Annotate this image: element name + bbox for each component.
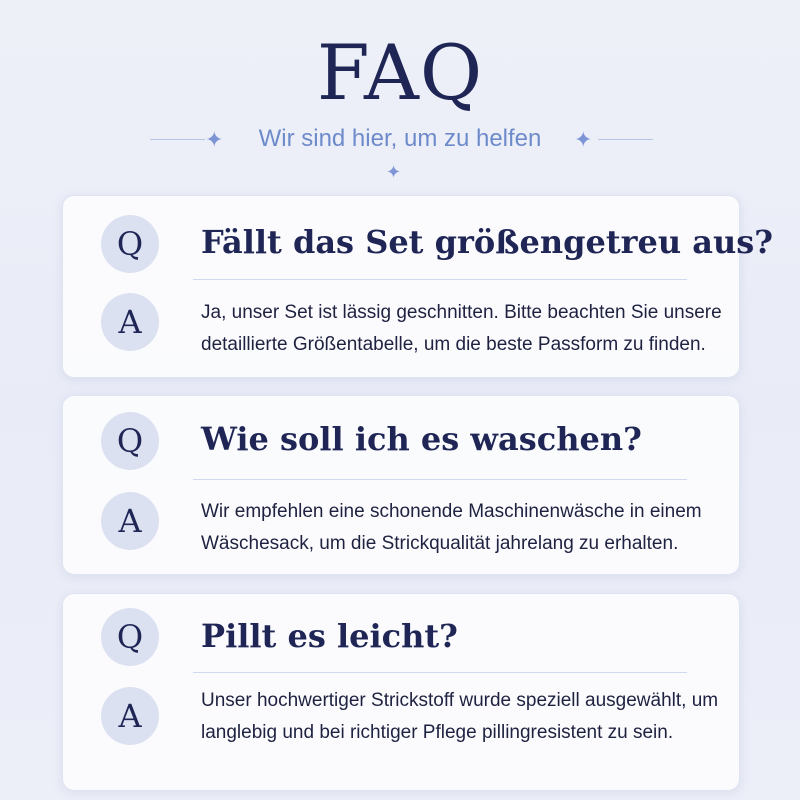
sparkle-icon: ✦ [574,127,593,152]
faq-answer: Unser hochwertiger Strickstoff wurde speziell ausgewählt, um langlebig und bei richtiger Pflege pillingresistent zu sein. [201,690,719,743]
faq-answer: Ja, unser Set ist lässig geschnitten. Bitte beachten Sie unsere detaillierte Größentabelle, um die beste Passform zu finden. [201,302,722,355]
subtitle-row [0,122,800,158]
answer-badge: A [101,687,159,745]
sparkle-icon: ✦ [386,162,402,182]
faq-question: Fällt das Set größengetreu aus? [201,223,774,261]
answer-badge: A [101,492,159,550]
question-badge: Q [101,608,159,666]
faq-question: Wie soll ich es waschen? [201,420,642,458]
faq-card [62,195,774,378]
divider [193,479,687,480]
page-title: FAQ [316,28,484,117]
faq-question: Pillt es leicht? [201,617,458,655]
faq-answer: Wir empfehlen eine schonende Maschinenwäsche in einem Wäschesack, um die Strickqualität jahrelang zu erhalten. [201,501,702,554]
faq-card [62,395,740,575]
divider [193,672,687,673]
question-badge: Q [101,215,159,273]
decorative-line-right [598,139,653,140]
divider [193,279,687,280]
sparkle-icon: ✦ [205,127,224,152]
question-badge: Q [101,412,159,470]
answer-badge: A [101,293,159,351]
decorative-line-left [150,139,205,140]
page-subtitle: Wir sind hier, um zu helfen [258,125,542,152]
faq-card [62,593,740,791]
